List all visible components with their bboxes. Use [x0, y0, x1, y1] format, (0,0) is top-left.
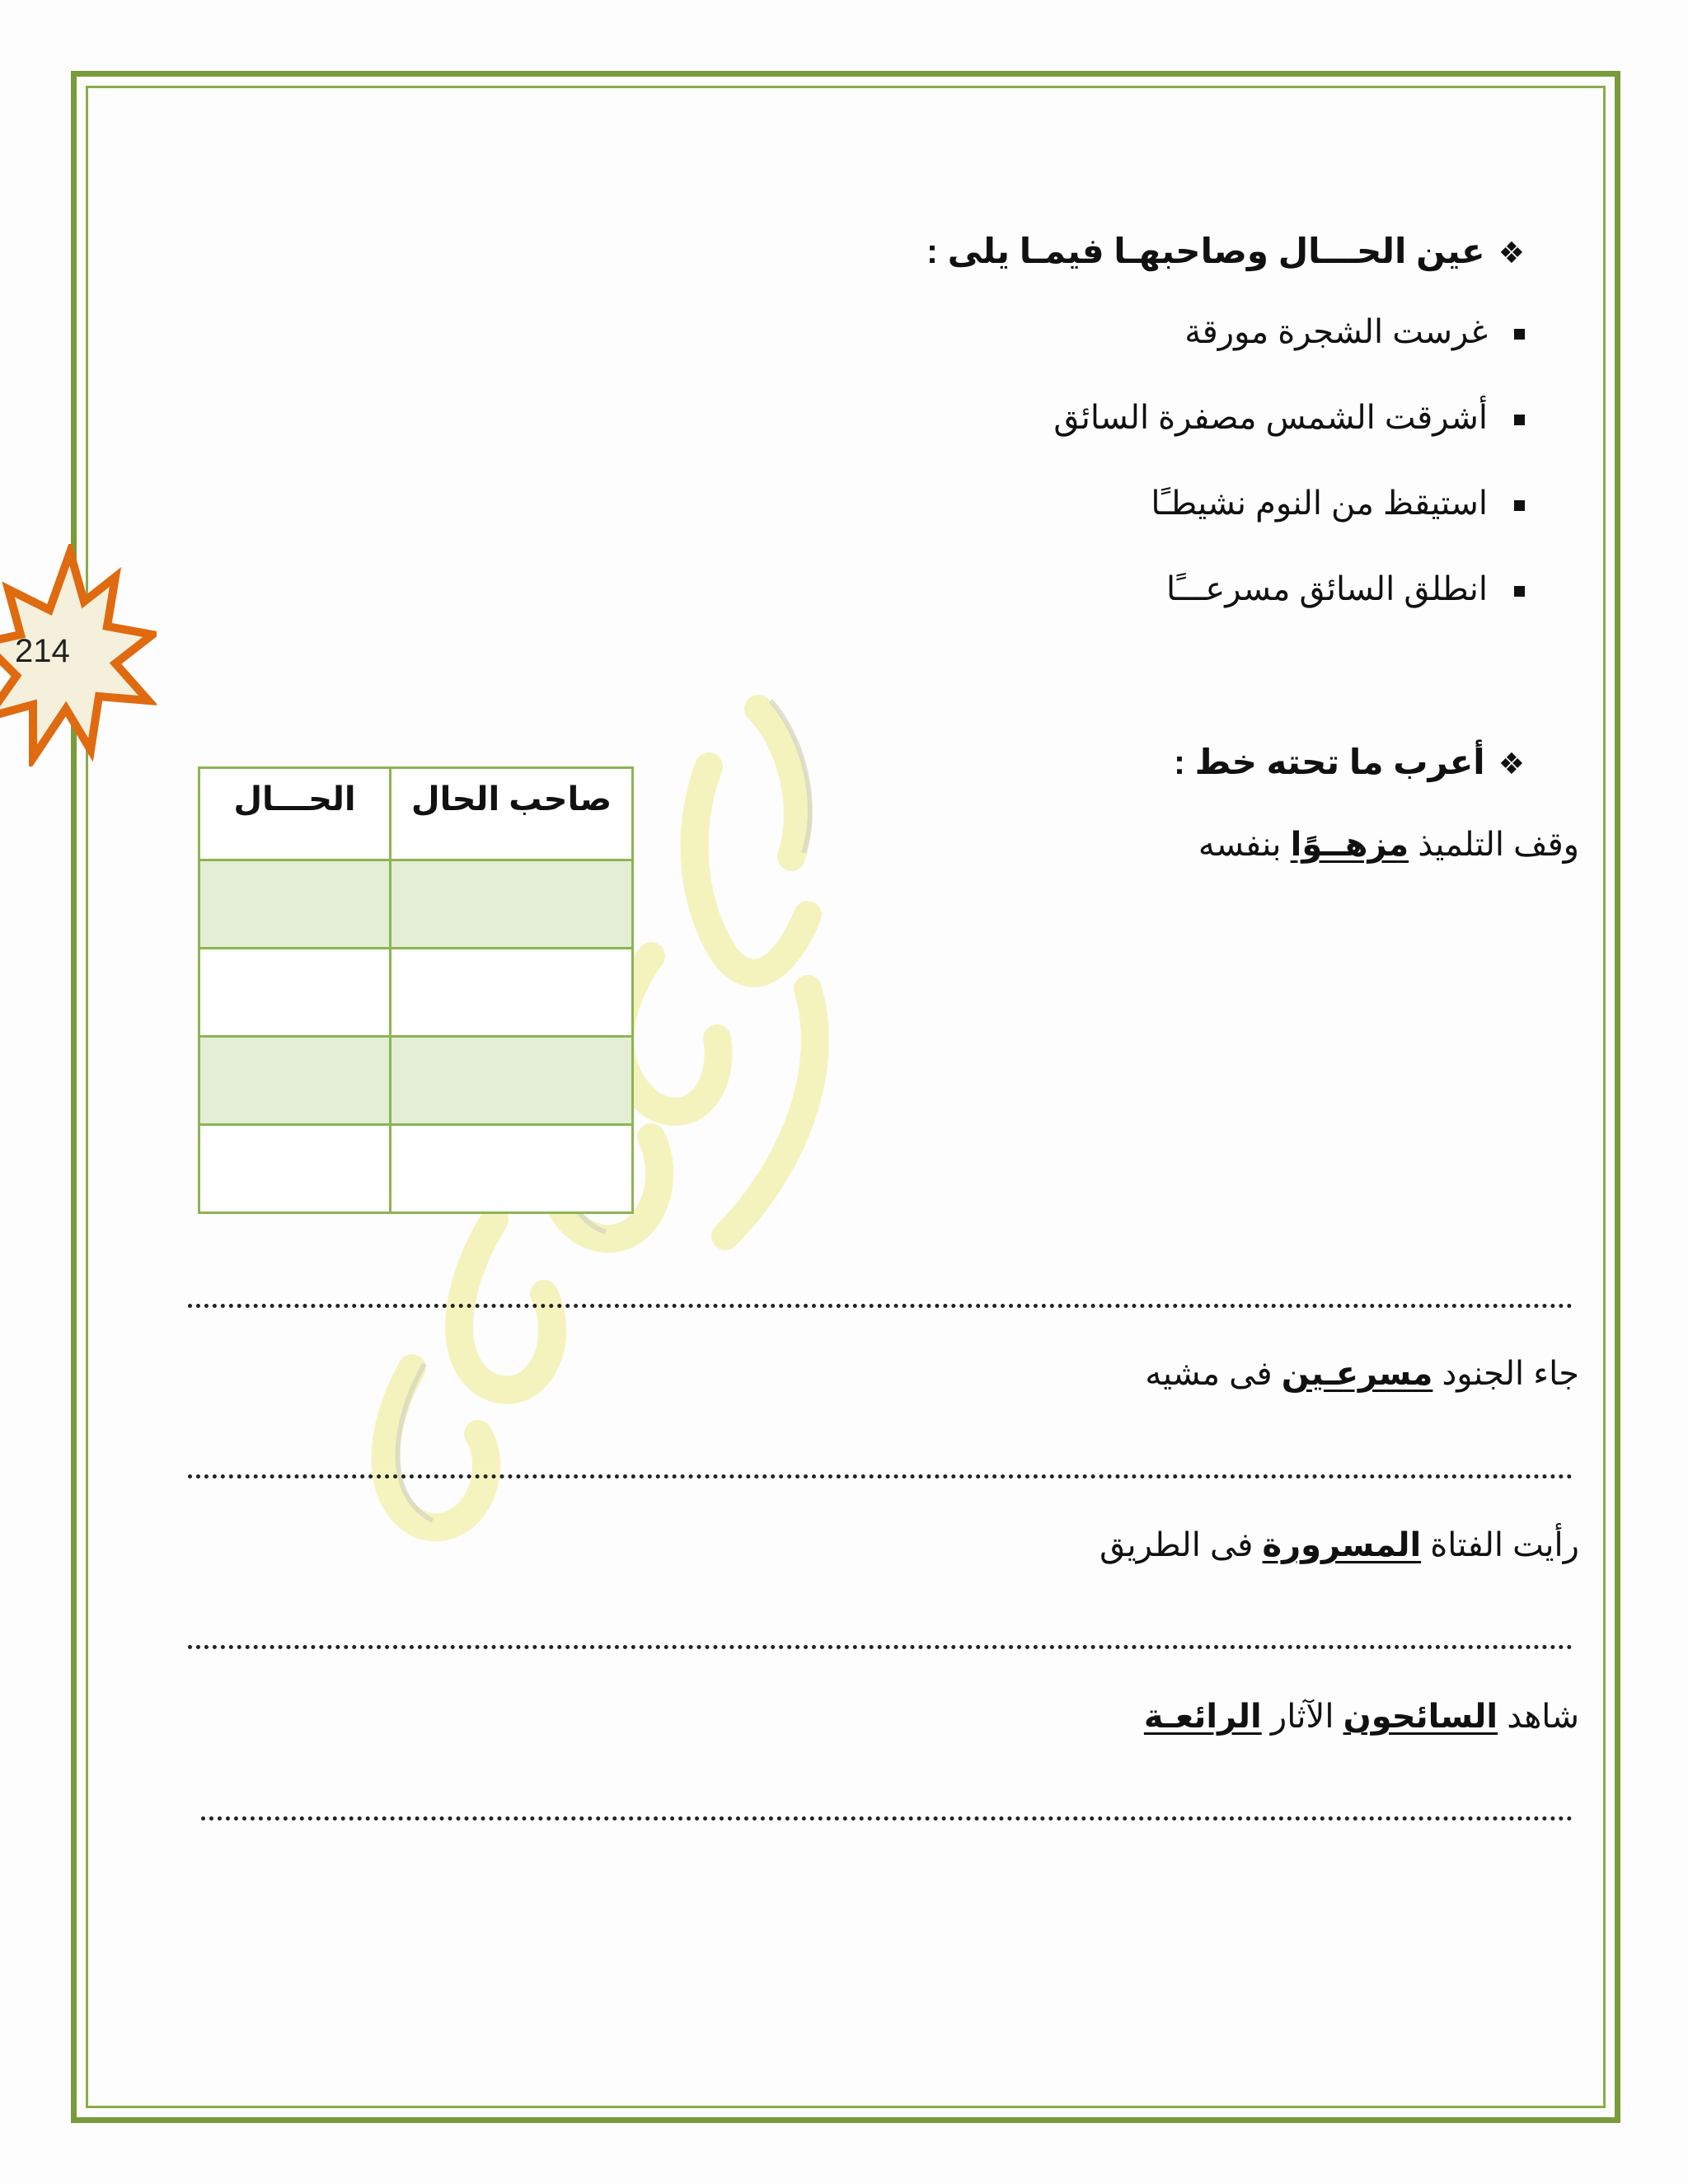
underlined-word: الرائعـة — [1143, 1699, 1262, 1735]
page-number: 214 — [15, 633, 70, 669]
list-item: استيقظ من النوم نشيطـًا — [1151, 485, 1525, 523]
table-header-row — [199, 768, 633, 860]
table-cell[interactable] — [391, 949, 633, 1037]
answer-line[interactable] — [188, 1474, 1573, 1479]
table-cell[interactable] — [199, 949, 391, 1037]
table-row — [199, 860, 633, 949]
header-al-hal: الحـــال — [199, 768, 391, 860]
section1-heading: ❖عين الحـــال وصاحبهـا فيمـا يلى : — [926, 232, 1525, 270]
table-row — [199, 1037, 633, 1125]
list-item: انطلق السائق مسرعـــًا — [1166, 570, 1525, 608]
answer-line[interactable] — [188, 1304, 1573, 1308]
answer-line[interactable] — [188, 1645, 1573, 1649]
list-item: غرست الشجرة مورقة — [1184, 313, 1525, 351]
square-bullet-icon — [1514, 586, 1525, 597]
sentence-2: جاء الجنود مسرعـين فى مشيه — [1145, 1356, 1579, 1392]
underlined-word: المسرورة — [1262, 1527, 1422, 1563]
table-cell[interactable] — [391, 860, 633, 949]
square-bullet-icon — [1514, 329, 1525, 340]
square-bullet-icon — [1514, 415, 1525, 425]
underlined-word: مزهــوًا — [1290, 827, 1409, 863]
table-cell[interactable] — [391, 1125, 633, 1213]
table-cell[interactable] — [391, 1037, 633, 1125]
section2-heading: ❖أعرب ما تحته خط : — [1173, 743, 1525, 781]
diamond-bullet-icon: ❖ — [1498, 236, 1525, 269]
answer-line[interactable] — [201, 1816, 1573, 1821]
table-cell[interactable] — [199, 860, 391, 949]
table-cell[interactable] — [199, 1125, 391, 1213]
underlined-word: السائحون — [1343, 1699, 1498, 1735]
table-row — [199, 949, 633, 1037]
header-sahib-al-hal: صاحب الحال — [391, 768, 633, 860]
table-cell[interactable] — [199, 1037, 391, 1125]
underlined-word: مسرعـين — [1281, 1356, 1433, 1392]
sentence-1: وقف التلميذ مزهــوًا بنفسه — [1198, 827, 1579, 863]
table-row — [199, 1125, 633, 1213]
sentence-4: شاهد السائحون الآثار الرائعـة — [1143, 1699, 1579, 1735]
square-bullet-icon — [1514, 500, 1525, 511]
sentence-3: رأيت الفتاة المسرورة فى الطريق — [1100, 1527, 1579, 1563]
answer-table — [198, 766, 634, 1214]
list-item: أشرقت الشمس مصفرة السائق — [1053, 399, 1525, 437]
diamond-bullet-icon: ❖ — [1498, 747, 1525, 780]
